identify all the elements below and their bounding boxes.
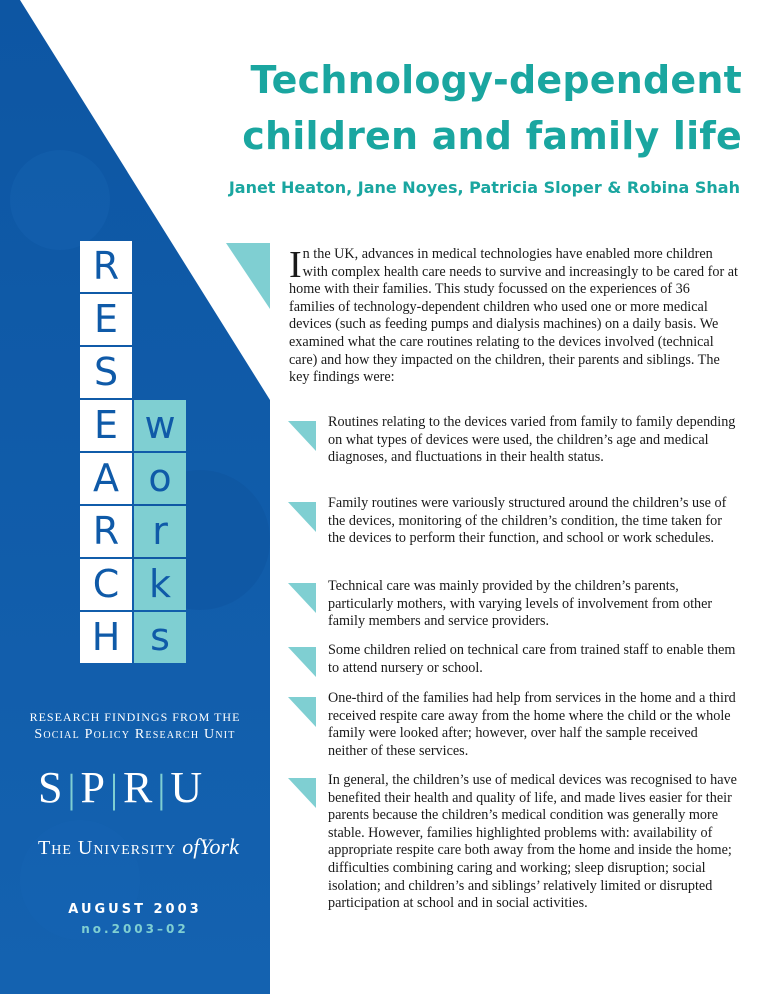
bullet-triangle-icon bbox=[288, 502, 316, 532]
finding-item: One-third of the families had help from services in the home and a third received respite care away from the home where the child or the whole family were looked after; however, over half the sample received neither of these services. bbox=[328, 690, 736, 759]
page-title: Technology-dependent children and family life bbox=[242, 58, 742, 158]
spru-logo: S |P |R |U bbox=[38, 763, 204, 812]
research-letter: S bbox=[80, 347, 132, 398]
research-letter: C bbox=[80, 559, 132, 610]
research-letter: H bbox=[80, 612, 132, 663]
bullet-triangle-icon bbox=[288, 647, 316, 677]
publication-date: AUGUST 2003 bbox=[68, 902, 202, 917]
works-letter: r bbox=[134, 506, 186, 557]
finding-item: Some children relied on technical care from trained staff to enable them to attend nursery or school. bbox=[328, 642, 736, 676]
bullet-triangle-icon bbox=[288, 697, 316, 727]
finding-item: Routines relating to the devices varied from family to family depending on what types of devices were used, the children’s age and medical diagnoses, and fluctuations in their health status. bbox=[328, 414, 736, 466]
finding-item: In general, the children’s use of medical devices was recognised to have benefited their health and quality of life, and made lives easier for their parents because the children’s medical condition was generally more stable. However, families highlighted problems with: availability of appropriate respite care both away from the home and inside the home; difficulties combining caring and working; sleep disruption; social isolation; and children’s and siblings’ relatively limited or disrupted participation at school and in social activities. bbox=[328, 772, 737, 912]
series-label: RESEARCH FINDINGS FROM THE Social Policy Research Unit bbox=[29, 710, 241, 742]
issue-number: no.2003–02 bbox=[81, 922, 189, 936]
bullet-triangle-icon bbox=[288, 778, 316, 808]
research-letter: R bbox=[80, 241, 132, 292]
bullet-triangle-icon bbox=[288, 421, 316, 451]
authors: Janet Heaton, Jane Noyes, Patricia Sloper & Robina Shah bbox=[228, 178, 740, 197]
university-logo: The University ofYork bbox=[38, 834, 239, 859]
triangle-icon bbox=[226, 243, 270, 309]
works-letter: k bbox=[134, 559, 186, 610]
research-letter: A bbox=[80, 453, 132, 504]
research-letter: E bbox=[80, 400, 132, 451]
works-letter: w bbox=[134, 400, 186, 451]
research-letter: R bbox=[80, 506, 132, 557]
bullet-triangle-icon bbox=[288, 583, 316, 613]
works-letter: o bbox=[134, 453, 186, 504]
finding-item: Technical care was mainly provided by the children’s parents, particularly mothers, with varying levels of involvement from other family members and service providers. bbox=[328, 578, 713, 630]
research-letter: E bbox=[80, 294, 132, 345]
intro-paragraph: In the UK, advances in medical technologies have enabled more children with complex health care needs to survive and increasingly to be cared for at home with their families. This study focussed on the experiences of 36 families of technology-dependent children who used one or more medical devices (such as feeding pumps and dialysis machines) on a daily basis. We examined what the care routines relating to the devices involved (technical care) and how they impacted on the children, their parents and siblings. The key findings were: bbox=[289, 244, 738, 386]
works-letter: s bbox=[134, 612, 186, 663]
finding-item: Family routines were variously structured around the children’s use of the devices, monitoring of the children’s condition, the time taken for the devices to perform their function, and school or work schedules. bbox=[328, 495, 727, 547]
